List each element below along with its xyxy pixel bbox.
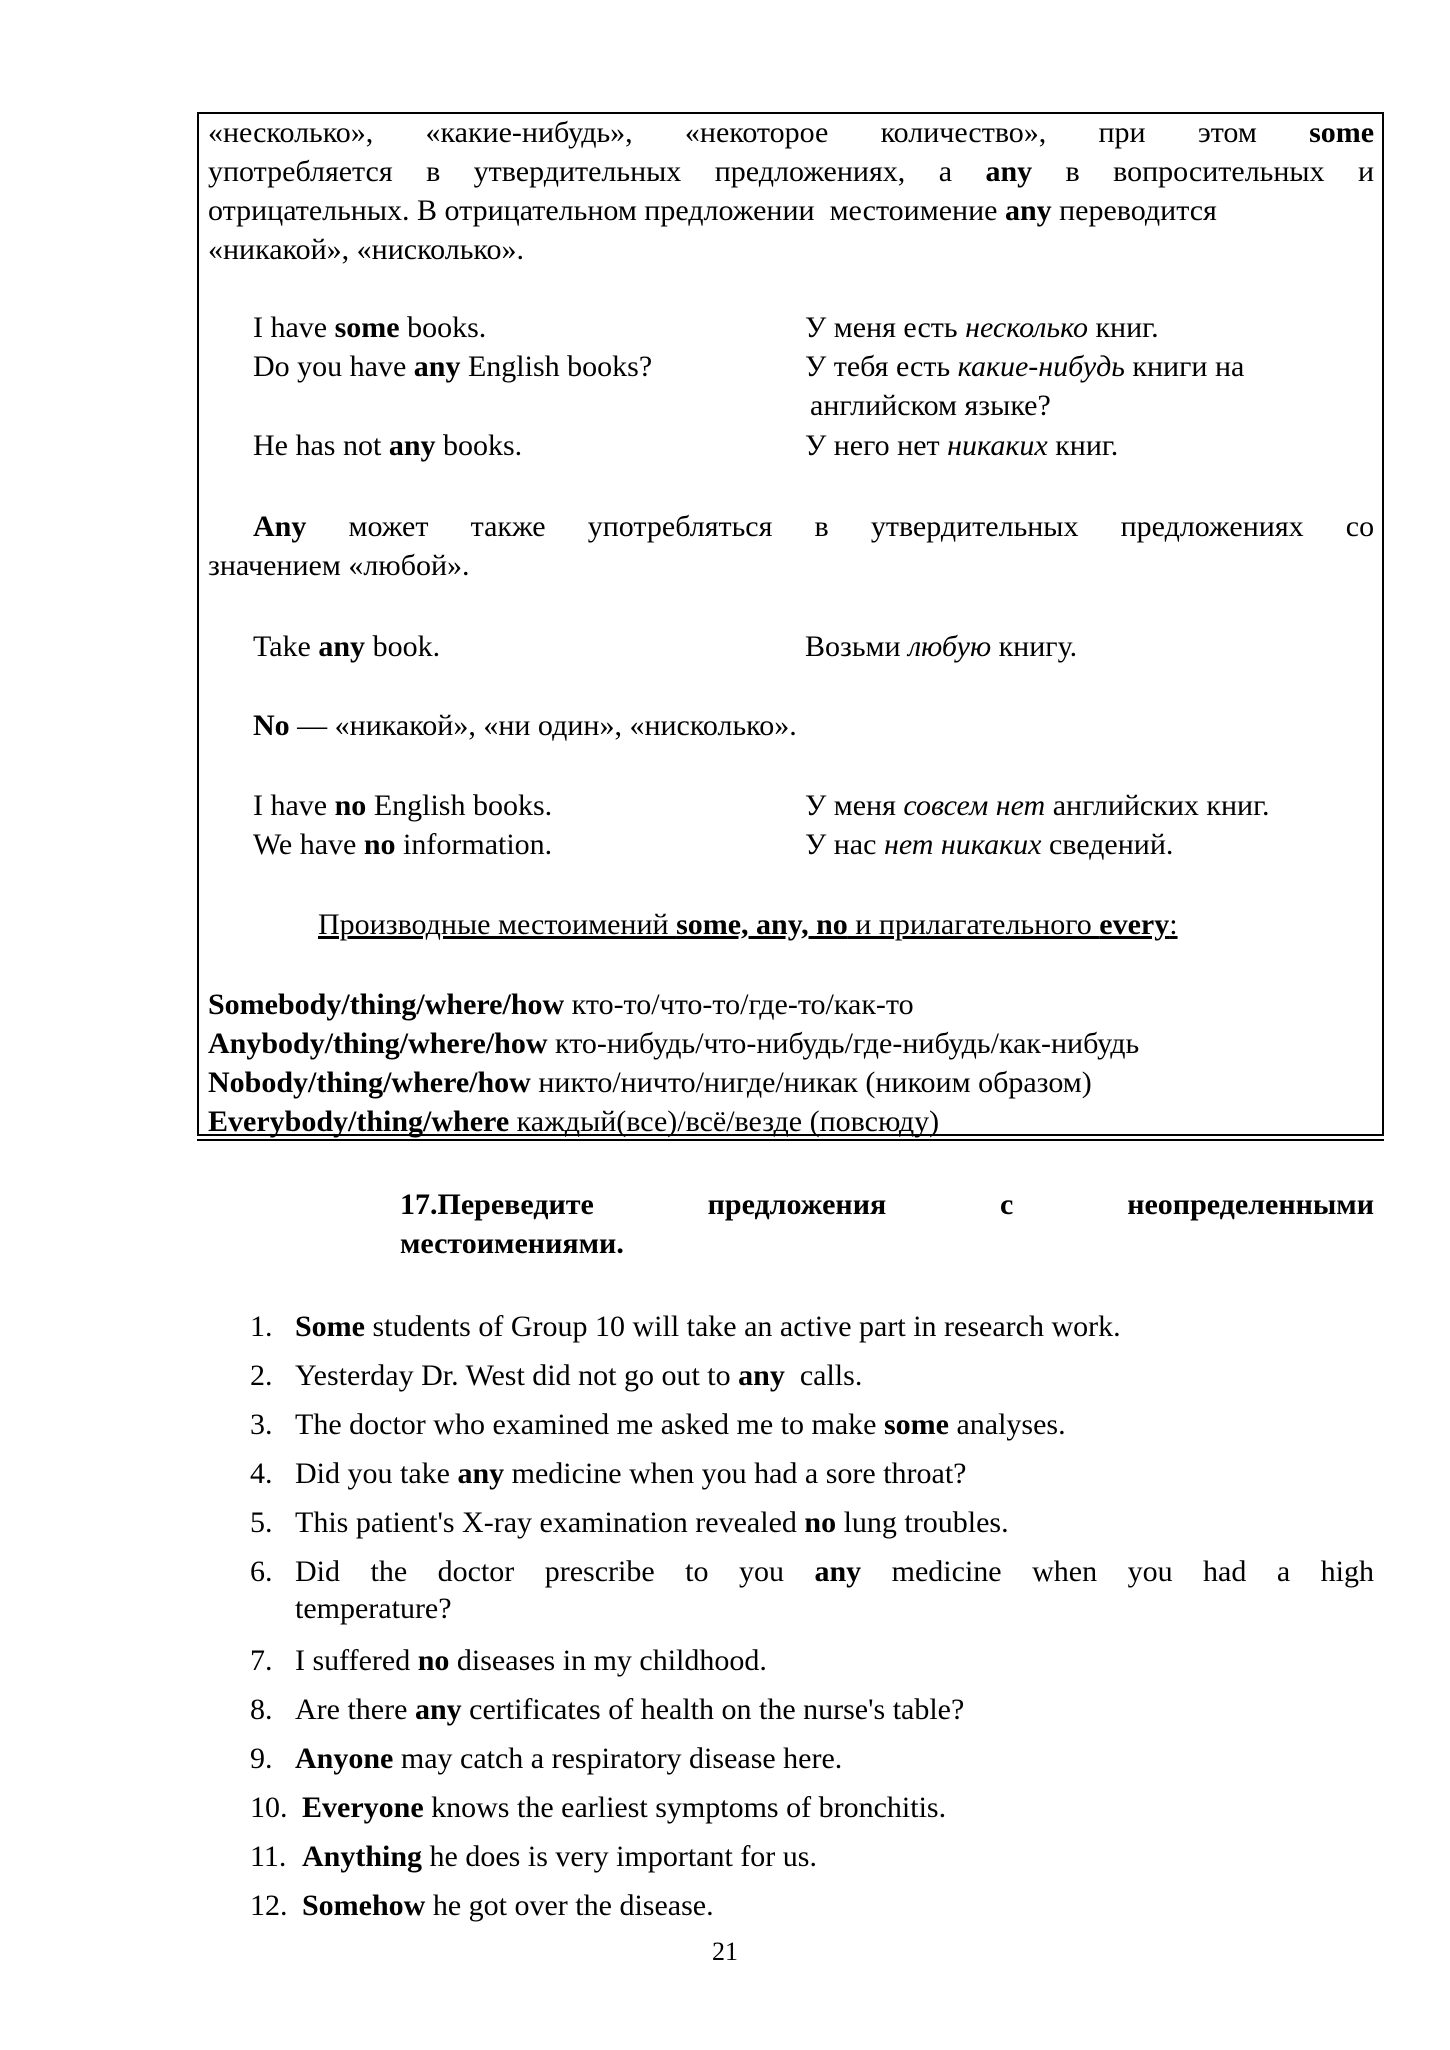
intro-line-4: «никакой», «нисколько». <box>208 233 524 266</box>
example-en: I have no English books. <box>253 789 553 822</box>
exercise-item: 11. Anything he does is very important for us. <box>250 1840 817 1873</box>
exercise-item-number: 6. <box>250 1555 273 1588</box>
derivative-line: Anybody/thing/where/how кто-нибудь/что-нибудь/где-нибудь/как-нибудь <box>208 1027 1140 1060</box>
exercise-item: 10. Everyone knows the earliest symptoms of bronchitis. <box>250 1791 947 1824</box>
example-ru: У меня совсем нет английских книг. <box>805 789 1270 822</box>
derivatives-heading: Производные местоимений some, any, no и прилагательного every: <box>318 908 1178 941</box>
derivative-line: Everybody/thing/where каждый(все)/всё/везде (повсюду) <box>208 1105 940 1138</box>
exercise-item: 3. The doctor who examined me asked me to make some analyses. <box>250 1408 1066 1441</box>
example-en: I have some books. <box>253 311 487 344</box>
exercise-item: 5. This patient's X-ray examination revealed no lung troubles. <box>250 1506 1009 1539</box>
exercise-item: 9. Anyone may catch a respiratory disease here. <box>250 1742 843 1775</box>
exercise-item: 7. I suffered no diseases in my childhood. <box>250 1644 767 1677</box>
example-ru: У тебя есть какие-нибудь книги на <box>805 350 1245 383</box>
example-ru: У меня есть несколько книг. <box>805 311 1159 344</box>
no-note: No — «никакой», «ни один», «нисколько». <box>253 709 797 742</box>
intro-line-2: употребляется в утвердительных предложениях, а any в вопросительных и <box>208 155 1375 188</box>
example-en: We have no information. <box>253 828 553 861</box>
intro-line-3: отрицательных. В отрицательном предложении местоимение any переводится <box>208 194 1217 227</box>
exercise-item: 2. Yesterday Dr. West did not go out to any calls. <box>250 1359 863 1392</box>
exercise-item: 4. Did you take any medicine when you had a sore throat? <box>250 1457 967 1490</box>
exercise-item: 12. Somehow he got over the disease. <box>250 1889 714 1922</box>
example-ru: У него нет никаких книг. <box>805 429 1119 462</box>
any-note-line-1: Any может также употребляться в утвердительных предложениях со <box>253 510 1375 543</box>
example-ru: Возьми любую книгу. <box>805 630 1078 663</box>
exercise-item: 1. Some students of Group 10 will take an active part in research work. <box>250 1310 1121 1343</box>
any-note-line-2: значением «любой». <box>208 549 470 582</box>
example-en: Take any book. <box>253 630 441 663</box>
example-en: He has not any books. <box>253 429 523 462</box>
example-ru-continuation: английском языке? <box>810 389 1051 422</box>
intro-line-1: «несколько», «какие-нибудь», «некоторое количество», при этом some <box>208 116 1375 149</box>
exercise-item: 8. Are there any certificates of health on the nurse's table? <box>250 1693 965 1726</box>
derivative-line: Somebody/thing/where/how кто-то/что-то/где-то/как-то <box>208 988 914 1021</box>
exercise-item-6-line-2: temperature? <box>295 1592 452 1625</box>
page-number: 21 <box>712 1937 738 1966</box>
example-en: Do you have any English books? <box>253 350 653 383</box>
derivative-line: Nobody/thing/where/how никто/ничто/нигде/никак (никоим образом) <box>208 1066 1092 1099</box>
exercise-item-6-line-1: Did the doctor prescribe to you any medicine when you had a high <box>295 1555 1375 1588</box>
example-ru: У нас нет никаких сведений. <box>805 828 1174 861</box>
exercise-title-line-2: местоимениями. <box>400 1227 624 1260</box>
exercise-title-line-1: 17.Переведите предложения с неопределенными <box>400 1188 1375 1221</box>
